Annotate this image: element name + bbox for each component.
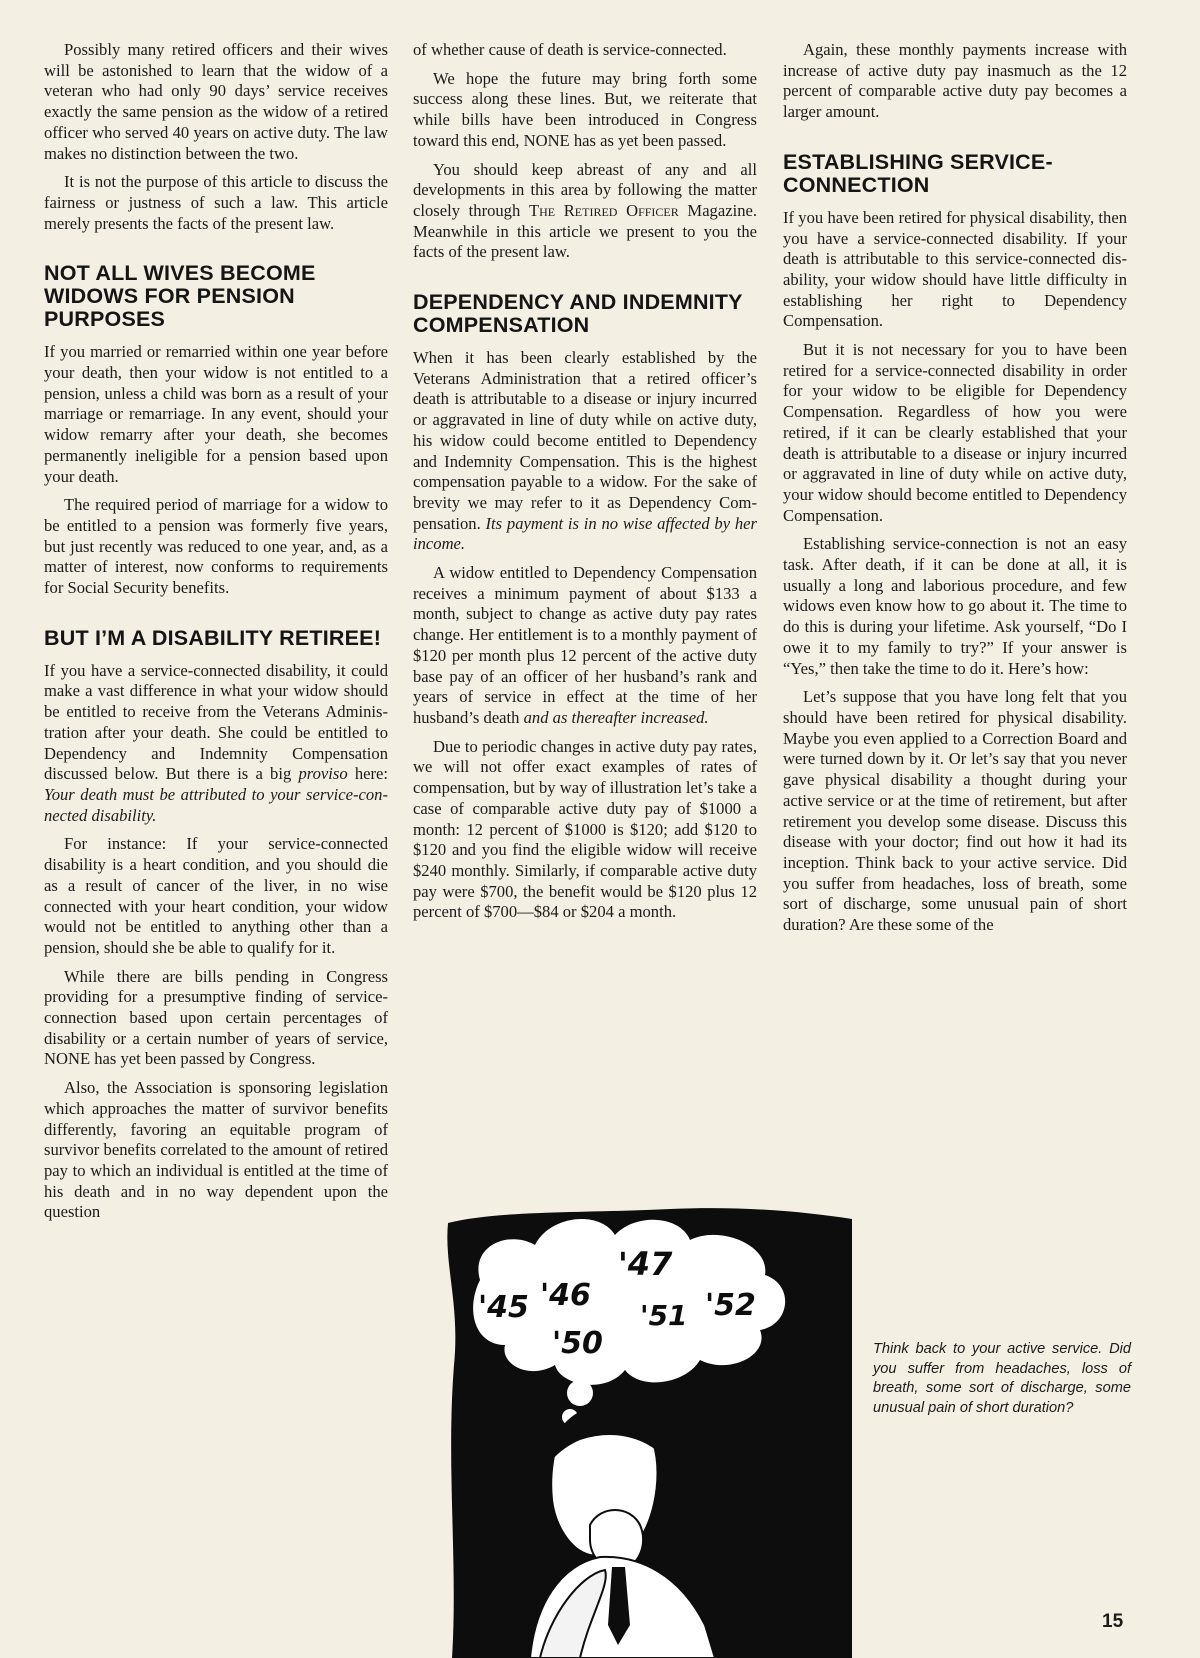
thought-bubble xyxy=(567,1380,593,1406)
text-column-2 xyxy=(413,40,757,931)
section-heading: DEPENDENCY AND INDEMNITY COMPENSATION xyxy=(413,290,743,338)
text-column-1 xyxy=(44,40,388,1231)
page-number: 15 xyxy=(1102,1611,1124,1632)
paragraph: While there are bills pending in Congress providing for a presumptive finding of service-connection based upon certain percentages of disability or a certain number of years of service, NONE has yet been passed by Congress. xyxy=(44,966,388,1069)
text-run: When it has been clearly established by the Veterans Administration that a retired officer’s death is attributable to a disease or injury incurred or aggravated in line of duty while on active duty, his widow could become entitled to Dependency and Indemnity Compensation. This is the highest compensation payable to a widow. For the sake of brevity we may refer to it as Dependency Compensation. xyxy=(413,348,757,533)
paragraph: We hope the future may bring forth some success along these lines. But, we reiterate that while bills have been introduced in Congress toward this end, NONE has as yet been passed. xyxy=(413,68,757,150)
illustration-caption: Think back to your active service. Did you suffer from headaches, loss of breath, some sort of discharge, some unusual pain of short duration? xyxy=(873,1341,1131,1416)
paragraph: Possibly many retired officers and their wives will be astonished to learn that the widow of a veteran who had only 90 days’ service receives exactly the same pension as the widow of a retired officer who served 40 years on active duty. The law makes no distinction between the two. xyxy=(44,40,388,163)
paragraph: The required period of marriage for a widow to be entitled to a pension was formerly five years, but just recently was reduced to one year, and, as a matter of interest, now conforms to requirements for Social Security benefits. xyxy=(44,495,388,598)
year-label: '50 xyxy=(552,1326,603,1361)
paragraph: For instance: If your service-connected disability is a heart condition, and you should die as a result of cancer of the liver, in no wise connected with your heart condition, your widow would not be entitled to anything other than a pension, should she be able to qualify for it. xyxy=(44,834,388,957)
magazine-name: The Retired Officer xyxy=(528,200,679,220)
text-column-3 xyxy=(783,40,1127,944)
paragraph xyxy=(413,160,757,264)
italic-text: Its payment is in no wise affected by her income. xyxy=(413,513,757,554)
year-label: '47 xyxy=(618,1245,673,1283)
paragraph: Establishing service-connection is not an easy task. After death, if it can be done at all, it is usually a long and laborious procedure, and few widows even know how to go about it. The time to do this is during your lifetime. Ask yourself, “Do I owe it to my family to try?” If your answer is “Yes,” then take the time to do it. Here’s how: xyxy=(783,534,1127,678)
year-label: '52 xyxy=(705,1288,756,1323)
paragraph: Let’s suppose that you have long felt that you should have been retired for physical disability. Maybe you even applied to a Correction Board and were turned down by it. Or let’s say that you never gave physical disability a thought during your active service or at the time of retirement, but after retirement you develop some disease. Discuss this disease with your doctor; find out how it had its inception. Think back to your active service. Did you suffer from headaches, loss of breath, some sort of discharge, some unusual pain of short duration? Are these some of the xyxy=(783,687,1127,935)
year-label: '51 xyxy=(640,1299,688,1332)
text-run: If you have a service-connected disability, it could make a vast difference in what your widow should be entitled to receive from the Veterans Administration after your death. She could be entitled to Dependency and Indemnity Compensation discussed below. But there is a big xyxy=(44,660,388,784)
paragraph: Again, these monthly payments increase with increase of active duty pay inasmuch as the 12 percent of comparable active duty pay becomes a larger amount. xyxy=(783,40,1127,122)
text-run: You should keep abreast of any and all developments in this area by following the matter closely through xyxy=(413,159,757,220)
paragraph: If you married or remarried within one year before your death, then your widow is not entitled to a pension, unless a child was born as a result of your marriage or remarriage. In any event, should your widow remarry after your death, she becomes permanently ineligible for a pension based upon your death. xyxy=(44,342,388,486)
year-label: '46 xyxy=(540,1278,591,1313)
paragraph: of whether cause of death is service-connected. xyxy=(413,40,727,59)
paragraph xyxy=(413,348,757,555)
year-label: '45 xyxy=(478,1290,529,1325)
italic-text: proviso xyxy=(298,764,348,784)
paragraph: But it is not necessary for you to have been retired for a service-connected disability in order for your widow to be eligible for Dependency Compensation. Regardless of how you were retired, if it can be clearly established that your death is attributable to a disease or injury incurred or aggravated in line of duty while on active duty, your widow should become entitled to Dependency Compensation. xyxy=(783,340,1127,525)
paragraph: If you have been retired for physical disability, then you have a service-connected disability. If your death is attributable to this service-connected disability, your widow should have little difficulty in establishing her right to Dependency Compensation. xyxy=(783,207,1127,331)
paragraph xyxy=(413,563,757,729)
section-heading: ESTABLISHING SERVICE-CONNECTION xyxy=(783,149,1053,197)
paragraph: Also, the Association is sponsoring legislation which approaches the matter of survivor benefits differently, favoring an equitable program of survivor benefits correlated to the amount of retired pay to which an individual is entitled at the time of his death and in no way dependent upon the question xyxy=(44,1078,388,1222)
illustration-thinking-man xyxy=(440,1205,855,1658)
text-run: here: xyxy=(347,764,388,784)
text-run: Magazine. Meanwhile in this article we present to you the facts of the present law. xyxy=(413,200,758,262)
paragraph: Due to periodic changes in active duty pay rates, we will not offer exact examples of rates of compensation, but by way of illustration let’s take a case of comparable active duty pay of $1000 a month: 12 percent of $1000 is $120; add $120 to $120 and you find the eligible widow will receive $240 monthly. Similarly, if comparable active duty pay were $700, the benefit would be $120 plus 12 percent of $700—$84 or $204 a month. xyxy=(413,736,757,922)
italic-text: and as thereafter increased. xyxy=(523,707,709,727)
paragraph xyxy=(44,661,388,827)
section-heading: NOT ALL WIVES BECOME WIDOWS FOR PENSION PURPOSES xyxy=(44,261,316,332)
italic-text: Your death must be attributed to your service-connected disability. xyxy=(44,784,388,825)
text-run: A widow entitled to Dependency Compensation receives a minimum payment of about $133 a month, subject to change as active duty pay rates change. Her entitlement is to a monthly payment of $120 per month plus 12 percent of the active duty base pay of an officer of her husband’s rank and years of service in effect at the time of her husband’s death xyxy=(413,563,757,727)
section-heading: BUT I’M A DISABILITY RETIREE! xyxy=(44,625,382,650)
paragraph: It is not the purpose of this article to discuss the fairness or justness of such a law. This article merely presents the facts of the present law. xyxy=(44,172,388,233)
